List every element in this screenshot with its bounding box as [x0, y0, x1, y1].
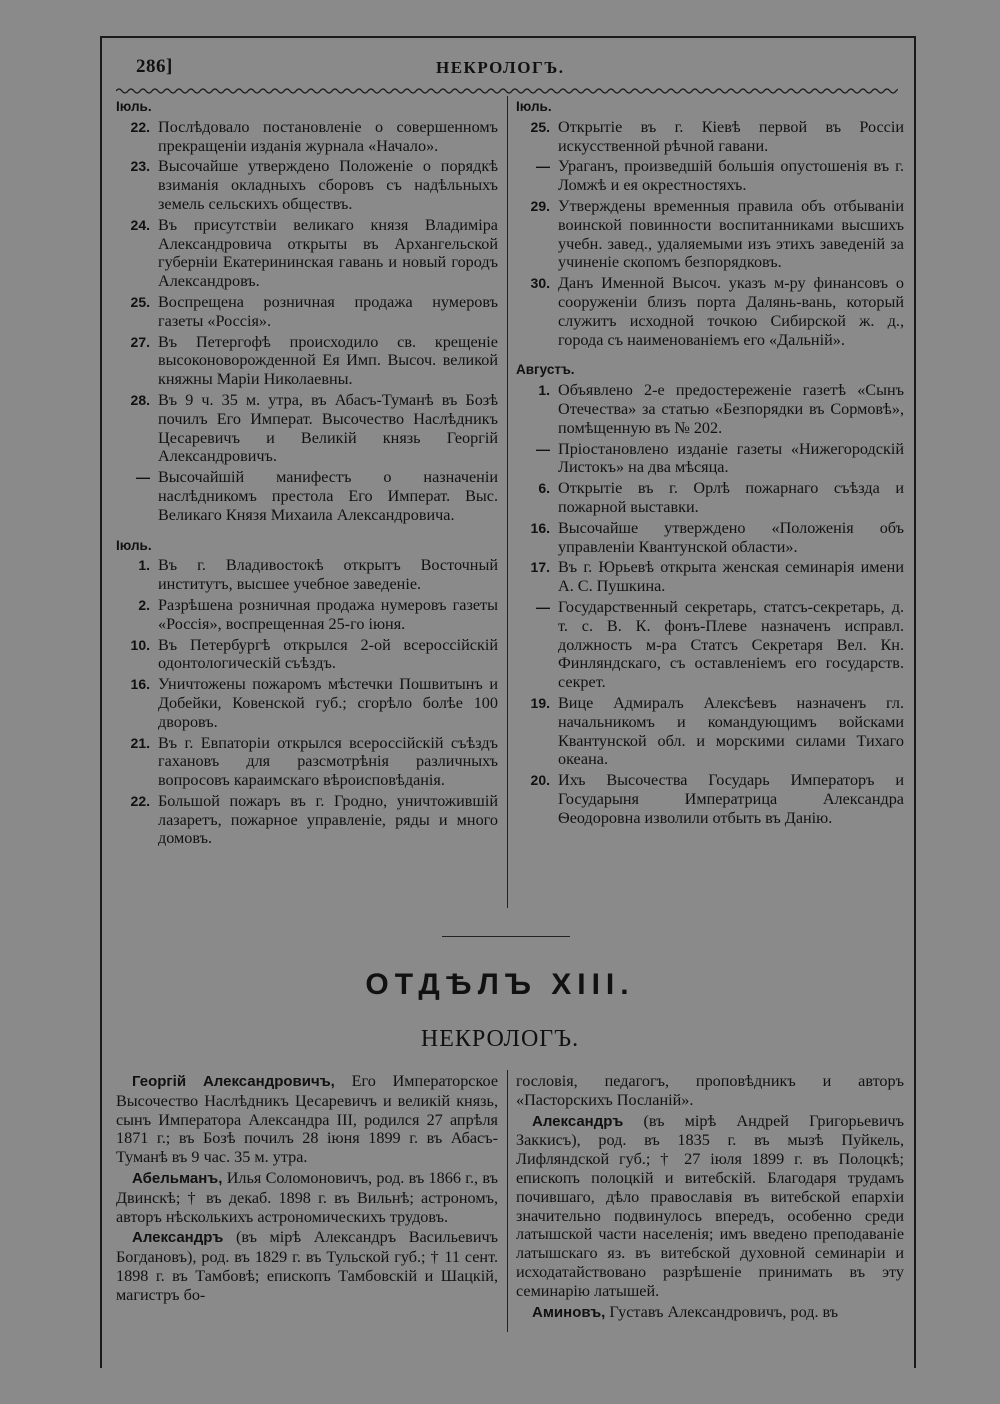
entry-text: Высочайше утверждено «Положенія объ управленіи Квантунской области». [558, 518, 904, 556]
chronicle-entry [116, 468, 498, 524]
entry-text: Высочайше утверждено Положеніе о порядкѣ взиманія окладныхъ сборовъ съ надѣльныхъ земель сельскихъ обществъ. [158, 157, 498, 213]
obituary-text: Его Императорское Высочество Наслѣдникъ Цесаревичъ и великій князь, сынъ Императора Александра III, родился 27 апрѣля 1871 г.; въ Бозѣ почилъ 28 іюня 1899 г. въ Абасъ-Туманѣ въ 9 час. 35 м. утра. [116, 1072, 499, 1167]
obituary-entry [116, 1072, 498, 1167]
chronicle-entry [516, 440, 904, 478]
obituary-entry [116, 1169, 498, 1226]
obituary-text: Илья Соломоновичъ, род. въ 1866 г., въ Двинскѣ; † въ декаб. 1898 г. въ Вильнѣ; астрономъ, авторъ нѣсколькихъ астрономическихъ трудовъ. [116, 1168, 498, 1226]
month-heading: Августъ. [516, 362, 575, 378]
entry-day: 16. [130, 676, 150, 693]
entry-text: Въ присутствіи великаго князя Владиміра Александровича открыты въ Архангельской губерніи Екатерининская гавань и новый городъ Александровъ. [158, 215, 498, 291]
obituary-text: Густавъ Александровичъ, род. въ [605, 1302, 839, 1321]
entry-text: Государственный секретарь, статсъ-секретарь, д. т. с. В. К. фонъ-Плеве назначенъ исправл. должность м-ра Статсъ Секретаря Вел. Кн. Финляндскаго, съ оставленіемъ его государств. секрет. [558, 597, 904, 692]
entry-text: Воспрещена розничная продажа нумеровъ газеты «Россія». [158, 292, 498, 330]
wavy-rule [116, 86, 898, 96]
column-divider [507, 96, 508, 908]
entry-text: Въ г. Владивостокѣ открытъ Восточный институтъ, высшее учебное заведеніе. [158, 556, 498, 594]
month-heading: Іюль. [116, 99, 152, 114]
obituary-entry [116, 1228, 498, 1304]
chronicle-entry [116, 556, 498, 594]
entry-day: 20. [530, 772, 550, 789]
entry-text: Данъ Именной Высоч. указъ м-ру финансовъ о сооруженіи близъ порта Далянь-вань, который служитъ исходной точкою Сибирской ж. д., города съ наименованіемъ его «Дальній». [558, 274, 904, 349]
chronicle-entry [116, 675, 498, 731]
obituary-name: Аминовъ, [532, 1303, 606, 1321]
section-title: ОТДѢЛЪ XIII. [365, 968, 635, 1001]
entry-text: Въ г. Евпаторіи открылся всероссійскій съѣздъ гахановъ для разсмотрѣнія различныхъ вопросовъ караимскаго вѣроисповѣданія. [158, 733, 498, 790]
obituary-entry [516, 1072, 904, 1110]
obituary-text: гословія, педагогъ, проповѣдникъ и авторъ «Пасторскихъ Посланій». [516, 1072, 904, 1109]
obituary-text: (въ мірѣ Андрей Григорьевичъ Заккисъ), род. въ 1835 г. въ мызѣ Пуйкель, Лифляндской губ.; † 27 іюля 1899 г. въ Полоцкѣ; епископъ полоцкій и витебскій. Благодаря трудамъ почившаго, дѣло православія въ витебской епархіи значительно подвинулось впередъ, особенно среди латышской части населенія; имъ введено преподаваніе латышскаго яз. въ витебской духовной семинаріи и исходатайствовано разрѣшеніе принимать въ эту семинарію латышей. [516, 1111, 904, 1300]
chronicle-entry [116, 293, 498, 331]
chronicle-entry [116, 792, 498, 848]
entry-day: 28. [130, 391, 150, 408]
entry-day: — [536, 158, 550, 175]
page-header [136, 56, 906, 84]
month-heading: Іюль. [516, 99, 552, 114]
entry-day: 22. [130, 118, 150, 135]
chronicle-entry [116, 333, 498, 389]
obituary-entry [516, 1112, 904, 1301]
chronicle-right-column [516, 98, 904, 829]
chronicle-entry [516, 381, 904, 437]
entry-day: 30. [530, 275, 550, 292]
entry-text: Въ Петербургѣ открылся 2-ой всероссійскій одонтологическій съѣздъ. [158, 635, 498, 673]
obituary-right-column [516, 1072, 904, 1324]
chronicle-entry [116, 596, 498, 634]
entry-day: 10. [130, 636, 150, 653]
entry-text: Утверждены временныя правила объ отбываніи воинской повинности воспитанниками высшихъ учебн. завед., удаляемыми изъ этихъ заведеній за учиненіе скопомъ безпорядковъ. [558, 196, 904, 272]
chronicle-entry [516, 197, 904, 272]
entry-day: 25. [130, 293, 150, 310]
entry-day: — [536, 598, 550, 615]
chronicle-entry [116, 391, 498, 466]
obituary-name: Георгій Александровичъ, [132, 1073, 335, 1090]
chronicle-entry [516, 157, 904, 195]
section-subtitle: НЕКРОЛОГЪ. [420, 1026, 580, 1052]
obituary-column-divider [507, 1070, 508, 1332]
chronicle-entry [116, 216, 498, 291]
entry-text: Въ 9 ч. 35 м. утра, въ Абасъ-Туманѣ въ Бозѣ почилъ Его Императ. Высочество Наслѣдникъ Цесаревичъ и Великій князь Георгій Александровичъ. [158, 390, 498, 466]
entry-text: Уничтожены пожаромъ мѣстечки Пошвитынъ и Добейки, Ковенской губ.; сгорѣло болѣе 100 дворовъ. [158, 675, 498, 731]
entry-text: Ураганъ, произведшій большія опустошенія въ г. Ломжѣ и ея окрестностяхъ. [558, 157, 904, 195]
entry-day: 29. [530, 197, 550, 214]
entry-day: 27. [130, 333, 150, 350]
obituary-text: (въ мірѣ Александръ Васильевичъ Богдановъ), род. въ 1829 г. въ Тульской губ.; † 11 сент. 1898 г. въ Тамбовѣ; епископъ Тамбовскій и Шацкій, магистръ бо- [116, 1228, 498, 1304]
chronicle-entry [116, 118, 498, 156]
section-separator [442, 936, 570, 937]
entry-day: 2. [138, 596, 150, 613]
month-heading: Іюль. [116, 537, 152, 553]
entry-text: Въ г. Юрьевѣ открыта женская семинарія имени А. С. Пушкина. [558, 558, 904, 596]
entry-text: Открытіе въ г. Кіевѣ первой въ Россіи искусственной рѣчной гавани. [558, 117, 904, 155]
entry-day: 1. [138, 557, 150, 574]
chronicle-entry [516, 479, 904, 517]
entry-day: — [536, 440, 550, 457]
chronicle-left-column [116, 98, 498, 850]
obituary-name: Абельманъ, [132, 1169, 223, 1187]
page-number: 286] [136, 56, 173, 77]
entry-day: 24. [130, 216, 150, 233]
running-title: НЕКРОЛОГЪ. [436, 58, 565, 77]
entry-day: 1. [538, 382, 550, 399]
chronicle-entry [516, 771, 904, 827]
chronicle-entry [516, 558, 904, 596]
entry-day: 23. [130, 158, 150, 175]
entry-day: 21. [130, 734, 150, 751]
chronicle-entry [516, 519, 904, 557]
entry-text: Пріостановлено изданіе газеты «Нижегородскій Листокъ» на два мѣсяца. [558, 439, 904, 477]
obituary-name: Александръ [132, 1229, 224, 1247]
obituary-left-column [116, 1072, 498, 1307]
chronicle-entry [516, 694, 904, 769]
entry-text: Объявлено 2-е предостереженіе газетѣ «Сынъ Отечества» за статью «Безпорядки въ Сормовѣ», помѣщенную въ № 202. [558, 381, 904, 437]
entry-text: Высочайшій манифестъ о назначеніи наслѣдникомъ престола Его Императ. Выс. Великаго Князя Михаила Александровича. [158, 468, 498, 524]
entry-day: 6. [538, 480, 550, 497]
obituary-entry [516, 1303, 904, 1323]
chronicle-entry [116, 734, 498, 790]
entry-day: 19. [530, 694, 550, 711]
entry-text: Разрѣшена розничная продажа нумеровъ газеты «Россія», воспрещенная 25-го іюня. [158, 595, 498, 633]
entry-day: — [136, 469, 150, 486]
chronicle-entry [516, 598, 904, 692]
obituary-name: Александръ [532, 1112, 624, 1130]
chronicle-entry [516, 274, 904, 349]
entry-text: Вице Адмиралъ Алексѣевъ назначенъ гл. начальникомъ и командующимъ войсками Квантунской обл. и морскими силами Тихаго океана. [558, 693, 904, 769]
entry-text: Открытіе въ г. Орлѣ пожарнаго съѣзда и пожарной выставки. [558, 479, 904, 516]
entry-text: Послѣдовало постановленіе о совершенномъ прекращеніи изданія журнала «Начало». [158, 117, 498, 155]
entry-text: Большой пожаръ въ г. Гродно, уничтожившій лазаретъ, пожарное управленіе, ряды и много домовъ. [158, 791, 498, 848]
entry-text: Ихъ Высочества Государь Императоръ и Государыня Императрица Александра Ѳеодоровна изволили отбыть въ Данію. [558, 771, 904, 827]
chronicle-entry [116, 157, 498, 213]
entry-day: 17. [530, 559, 550, 576]
chronicle-entry [116, 636, 498, 674]
entry-day: 22. [130, 792, 150, 809]
entry-day: 25. [530, 118, 550, 135]
chronicle-entry [516, 118, 904, 156]
entry-day: 16. [530, 519, 550, 536]
entry-text: Въ Петергофѣ происходило св. крещеніе высоконоворожденной Ея Имп. Высоч. великой княжны Маріи Николаевны. [158, 332, 498, 389]
